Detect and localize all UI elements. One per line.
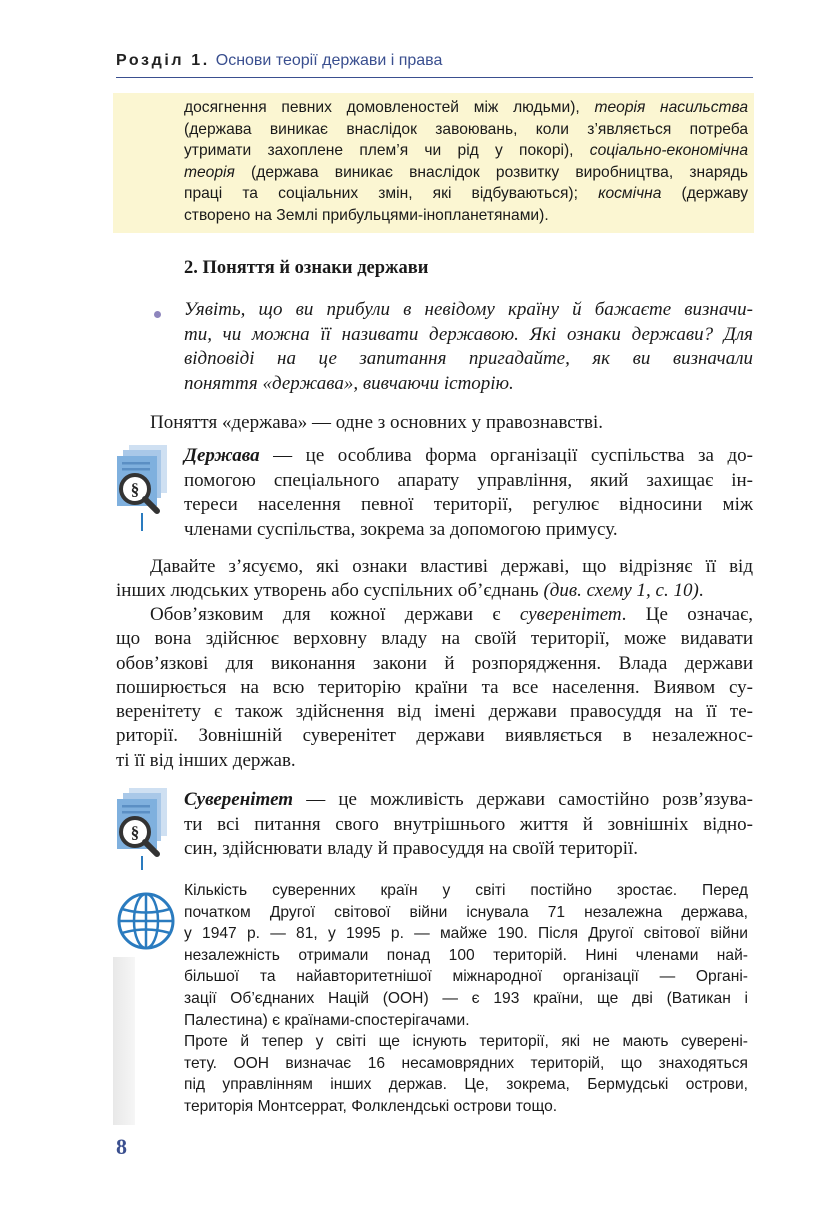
definition-line: син, здійснювати владу й правосуддя на своїй території. [184, 838, 639, 859]
definition-sovereignty [184, 788, 753, 862]
text-run: (держава виникає внаслідок розвитку виробництва, знарядь [234, 163, 748, 181]
fact-line: початком Другої світової війни існувала 71 незалежна держава, [184, 903, 748, 921]
task-line: ти, чи можна її називати державою. Які ознаки держави? Для [184, 323, 753, 345]
text-run: утримати захоплене плем’я чи рід у покорі), [184, 142, 590, 160]
task-line: відповіді на це запитання пригадайте, як ви визначали [184, 348, 753, 369]
fact-line: у 1947 р. — 81, у 1995 р. — майже 190. Після Другої світової війни [184, 925, 748, 943]
text-run: досягнення певних домовленостей між людьми), [184, 99, 595, 116]
globe-icon [115, 890, 177, 952]
svg-text:§: § [130, 823, 140, 842]
theories-line [184, 140, 748, 162]
definition-line: ти всі питання свого внутрішнього життя й зовнішніх відно- [184, 813, 753, 835]
theories-line [184, 162, 748, 184]
fact-line: незалежність отримали понад 100 територій. Нині членами най- [184, 946, 748, 964]
definition-line: тереси населення певної території, регулює відносини між [184, 494, 753, 515]
definition-term: Суверенітет [184, 789, 294, 810]
paragraph-line: веренітету є також здійснення від імені держави правосуддя на її те- [116, 701, 753, 723]
svg-text:§: § [130, 480, 140, 499]
fact-box-side-bar [113, 957, 135, 1125]
theories-line [184, 183, 748, 205]
task-line: поняття «держава», вивчаючи історію. [184, 372, 514, 394]
task-line: Уявіть, що ви прибули в невідому країну й бажаєте визначи- [184, 299, 753, 320]
paragraph-line: ті її від інших держав. [116, 749, 296, 771]
fact-line: під управлінням інших держав. Це, зокрема, Бермудські острови, [184, 1076, 748, 1094]
theories-text [184, 97, 748, 227]
bullet-icon [154, 311, 161, 318]
paragraph-line [116, 579, 753, 603]
key-term: суверенітет [519, 604, 622, 625]
fact-line: Проте й тепер у світі ще існують території, які не мають суверені- [184, 1033, 748, 1051]
theory-term: теорія насильства [594, 99, 749, 116]
document-paragraph-magnifier-icon [113, 445, 171, 531]
theory-term: соціально-економічна [589, 142, 748, 160]
text-run: (держава виникає внаслідок завоювань, коли з’являється потреба [184, 120, 748, 138]
fact-line: тету. ООН визначає 16 несамоврядних територій, що знаходяться [184, 1054, 748, 1072]
document-paragraph-magnifier-icon [113, 788, 171, 874]
text-run: Обов’язковим для кожної держави є [150, 604, 520, 625]
theories-line [184, 205, 748, 227]
fact-line: територія Монтсеррат, Фолклендські острови тощо. [184, 1097, 558, 1115]
fact-line: Кількість суверенних країн у світі постійно зростає. Перед [184, 882, 748, 899]
page-header [116, 52, 753, 78]
section-heading: 2. Поняття й ознаки держави [184, 258, 429, 278]
fact-line: зації Об’єднаних Націй (ООН) — є 193 країни, ще дві (Ватикан і [184, 989, 748, 1007]
paragraph-line [116, 603, 753, 627]
paragraph-line: обов’язкові для виконання закони й розпорядження. Влада держави [116, 652, 753, 674]
text-run: (державу [661, 185, 748, 203]
header-divider [116, 77, 753, 78]
page-number: 8 [116, 1134, 127, 1159]
theory-term: космічна [598, 185, 662, 203]
task-question [184, 298, 753, 396]
text-run: — це особлива форма організації суспільства за до- [259, 445, 753, 466]
text-run: праці та соціальних змін, які відбуваються); [184, 185, 599, 203]
definition-line: помогою спеціального апарату управління, який захищає ін- [184, 469, 753, 491]
definition-line [184, 788, 753, 813]
paragraph-line: що вона здійснює верховну владу на своїй території, може видавати [116, 628, 753, 650]
theory-term: теорія [184, 163, 235, 181]
definition-term: Держава [184, 445, 260, 466]
fact-line: більшої та найавторитетнішої міжнародної організації — Органі- [184, 968, 748, 986]
sovereignty-paragraph [116, 603, 753, 773]
definition-state [184, 444, 753, 542]
paragraph-line: риторії. Зовнішній суверенітет держави виявляється в незалежнос- [116, 725, 753, 747]
text-run: інших людських утворень або суспільних об’єднань [116, 580, 544, 602]
fact-line: Палестина) є країнами-спостерігачами. [184, 1011, 470, 1029]
text-run: . [698, 580, 704, 602]
section-label: Розділ 1. [116, 52, 210, 69]
features-paragraph [116, 555, 753, 604]
text-run: . Це означає, [621, 604, 753, 625]
section-title: Основи теорії держави і права [215, 52, 443, 69]
intro-sentence: Поняття «держава» — одне з основних у правознавстві. [150, 412, 604, 433]
text-run: — це можливість держави самостійно розв’язува- [293, 789, 753, 810]
paragraph-line: поширюється на всю територію країни та все населення. Виявом су- [116, 676, 753, 698]
theories-line [184, 97, 748, 119]
definition-line: членами суспільства, зокрема за допомогою примусу. [184, 518, 618, 540]
definition-line [184, 444, 753, 469]
fact-box [184, 880, 748, 1118]
theories-line [184, 119, 748, 141]
paragraph-line: Давайте з’ясуємо, які ознаки властиві державі, що відрізняє її від [150, 556, 753, 577]
text-run: створено на Землі прибульцями-інопланетянами). [184, 206, 549, 224]
scheme-reference: (див. схему 1, с. 10) [543, 580, 699, 602]
